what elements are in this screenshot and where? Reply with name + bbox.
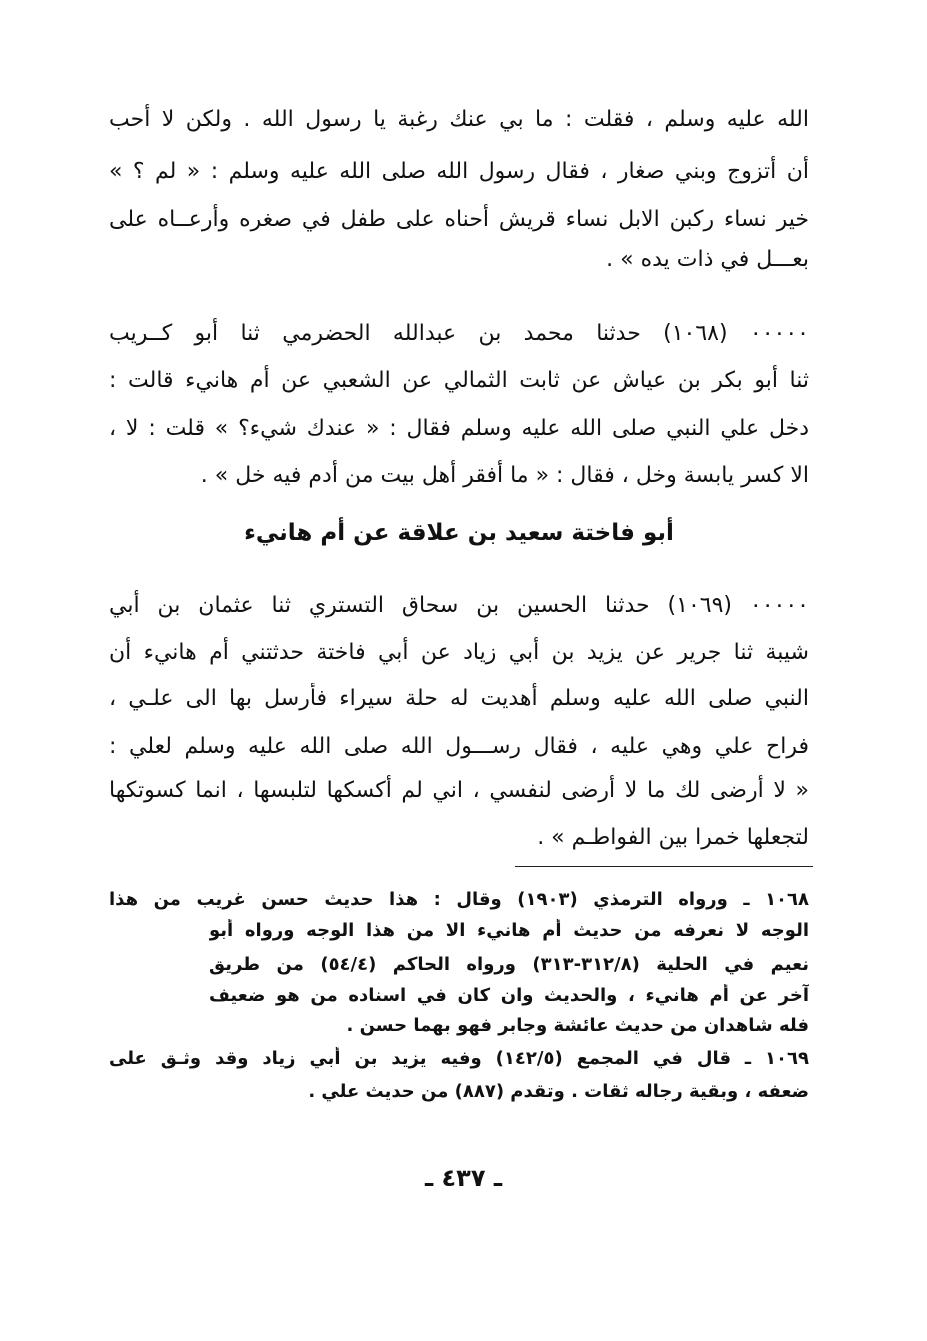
- text-line: دخل علي النبي صلى الله عليه وسلم فقال : « عندك شيء؟ » قلت : لا ،: [109, 416, 809, 441]
- footnote-line: الوجه لا نعرفه من حديث أم هانيء الا من هذا الوجه ورواه أبو: [209, 920, 809, 941]
- footnote-line: ضعفه ، وبقية رجاله ثقات . وتقدم (٨٨٧) من حديث علي .: [308, 1081, 809, 1102]
- text-line: أن أتزوج وبني صغار ، فقال رسول الله صلى الله عليه وسلم : « لم ؟ »: [109, 159, 809, 184]
- footnote-divider: [515, 866, 813, 867]
- text-line: شيبة ثنا جرير عن يزيد بن أبي زياد عن أبي فاختة حدثتني أم هانيء أن: [109, 640, 809, 665]
- footnote-line: آخر عن أم هانيء ، والحديث وان كان في اسناده من هو ضعيف: [209, 985, 809, 1006]
- text-line: بعـــل في ذات يده » .: [606, 247, 809, 272]
- text-line: خير نساء ركبن الابل نساء قريش أحناه على طفل في صغره وأرعــاه على: [109, 207, 809, 232]
- text-line: ٠٠٠٠٠ (١٠٦٨) حدثنا محمد بن عبدالله الحضرمي ثنا أبو كــريب: [109, 321, 809, 346]
- footnote-line: نعيم في الحلية (٣١٢/٨-٣١٣) ورواه الحاكم (٥٤/٤) من طريق: [209, 954, 809, 975]
- text-line: لتجعلها خمرا بين الفواطـم » .: [537, 825, 809, 850]
- text-line: النبي صلى الله عليه وسلم أهديت له حلة سيراء فأرسل بها الى علـي ،: [109, 686, 809, 711]
- text-line: ٠٠٠٠٠ (١٠٦٩) حدثنا الحسين بن سحاق التستري ثنا عثمان بن أبي: [109, 593, 809, 618]
- footnote-line: ١٠٦٨ ـ ورواه الترمذي (١٩٠٣) وقال : هذا حديث حسن غريب من هذا: [109, 889, 809, 910]
- text-line: الا كسر يابسة وخل ، فقال : « ما أفقر أهل بيت من أدم فيه خل » .: [200, 463, 809, 488]
- text-line: « لا أرضى لك ما لا أرضى لنفسي ، اني لم أكسكها لتلبسها ، انما كسوتكها: [109, 778, 809, 803]
- text-line: ثنا أبو بكر بن عياش عن ثابت الثمالي عن الشعبي عن أم هانيء قالت :: [109, 368, 809, 393]
- footnote-line: ١٠٦٩ ـ قال في المجمع (١٤٢/٥) وفيه يزيد بن أبي زياد وقد وثـق على: [109, 1048, 809, 1069]
- page-number: ـ ٤٣٧ ـ: [424, 1164, 503, 1192]
- text-line: فراح علي وهي عليه ، فقال رســـول الله صلى الله عليه وسلم لعلي :: [109, 734, 809, 759]
- footnote-line: فله شاهدان من حديث عائشة وجابر فهو بهما حسن .: [346, 1015, 809, 1036]
- section-heading: أبو فاختة سعيد بن علاقة عن أم هانيء: [244, 520, 674, 546]
- text-line: الله عليه وسلم ، فقلت : ما بي عنك رغبة يا رسول الله . ولكن لا أحب: [109, 107, 809, 132]
